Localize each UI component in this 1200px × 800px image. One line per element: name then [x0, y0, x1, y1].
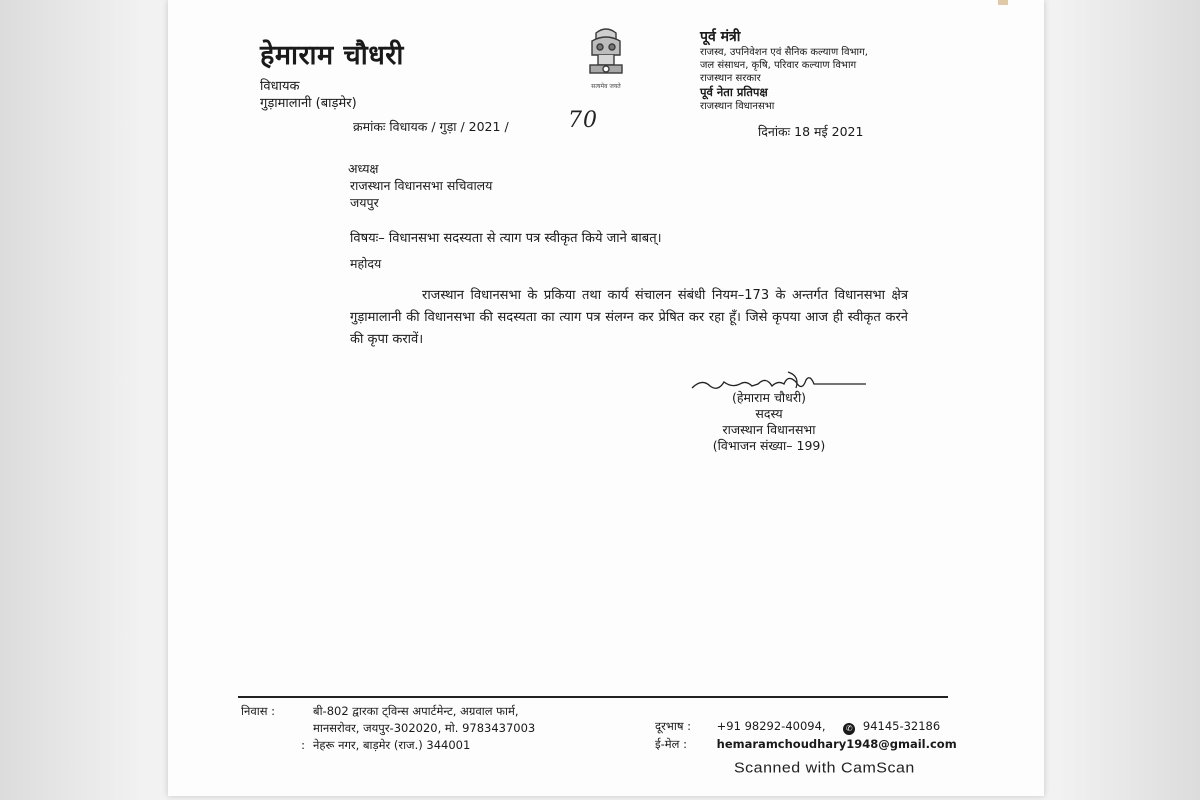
whatsapp-icon: ✆: [843, 723, 855, 735]
scanner-watermark: Scanned with CamScan: [734, 760, 915, 777]
whatsapp-number[interactable]: 94145-32186: [862, 719, 941, 733]
signatory-house: राजस्थान विधानसभा: [722, 422, 816, 437]
email-label: ई-मेल :: [655, 737, 687, 751]
signatory-division: (विभाजन संख्या– 199): [712, 438, 826, 453]
footer-address: [241, 703, 535, 754]
phone-number[interactable]: +91 98292-40094,: [716, 719, 826, 733]
salutation: महोदय: [350, 256, 382, 271]
government-line: राजस्थान सरकार: [700, 73, 761, 84]
residence-label: निवास :: [241, 704, 276, 718]
address-line-3: नेहरू नगर, बाड़मेर (राज.) 344001: [313, 738, 471, 752]
email-address[interactable]: hemaramchoudhary1948@gmail.com: [716, 737, 957, 751]
letter-page: [168, 0, 1044, 796]
signatory-name: (हेमाराम चौधरी): [731, 390, 807, 405]
reference-prefix: क्रमांकः विधायक / गुड़ा / 2021 /: [353, 119, 509, 134]
subject-line: विषयः– विधानसभा सदस्यता से त्याग पत्र स्वीकृत किये जाने बाबत्।: [350, 231, 662, 246]
sender-designation: विधायक: [260, 79, 300, 94]
address-3-label: :: [301, 738, 305, 752]
addressee-block: [348, 160, 492, 211]
footer-divider: [238, 696, 948, 698]
portfolio-line-1: राजस्व, उपनिवेशन एवं सैनिक कल्याण विभाग,: [700, 47, 868, 58]
letter-date: दिनांकः 18 मई 2021: [758, 124, 864, 139]
phone-label: दूरभाष :: [655, 719, 692, 733]
letter-body: राजस्थान विधानसभा के प्रकिया तथा कार्य संचालन संबंधी नियम–173 के अन्तर्गत विधानसभा क्षेत्र गुड़ामालानी की विधानसभा की सदस्यता का त्याग पत्र संलग्न कर प्रेषित कर रहा हूँ। जिसे कृपया आज ही स्वीकृत करने की कृपा करावें।: [350, 288, 908, 347]
address-line-2: मानसरोवर, जयपुर-302020, मो. 9783437003: [313, 721, 536, 735]
letterhead-left: [260, 35, 404, 112]
assembly-line: राजस्थान विधानसभा: [700, 101, 775, 112]
signature-block: [690, 390, 848, 454]
reference-number: 70: [568, 108, 598, 133]
footer-contact: [655, 717, 957, 753]
signatory-role: सदस्य: [755, 406, 783, 421]
address-line-1: बी-802 द्वारका ट्विन्स अपार्टमेन्ट, अग्रवाल फार्म,: [313, 704, 519, 718]
addressee-title: अध्यक्ष: [348, 161, 379, 176]
former-opposition-leader: पूर्व नेता प्रतिपक्ष: [700, 85, 768, 99]
portfolio-line-2: जल संसाधन, कृषि, परिवार कल्याण विभाग: [700, 60, 857, 71]
former-minister-title: पूर्व मंत्री: [700, 29, 741, 45]
sender-name: हेमाराम चौधरी: [260, 40, 404, 71]
addressee-city: जयपुर: [350, 195, 379, 210]
letterhead-right: [700, 27, 868, 113]
sender-constituency: गुड़ामालानी (बाड़मेर): [260, 96, 357, 111]
addressee-office: राजस्थान विधानसभा सचिवालय: [350, 178, 493, 193]
staple-mark: [998, 0, 1008, 5]
emblem-caption: सत्यमेव जयते: [591, 83, 621, 90]
